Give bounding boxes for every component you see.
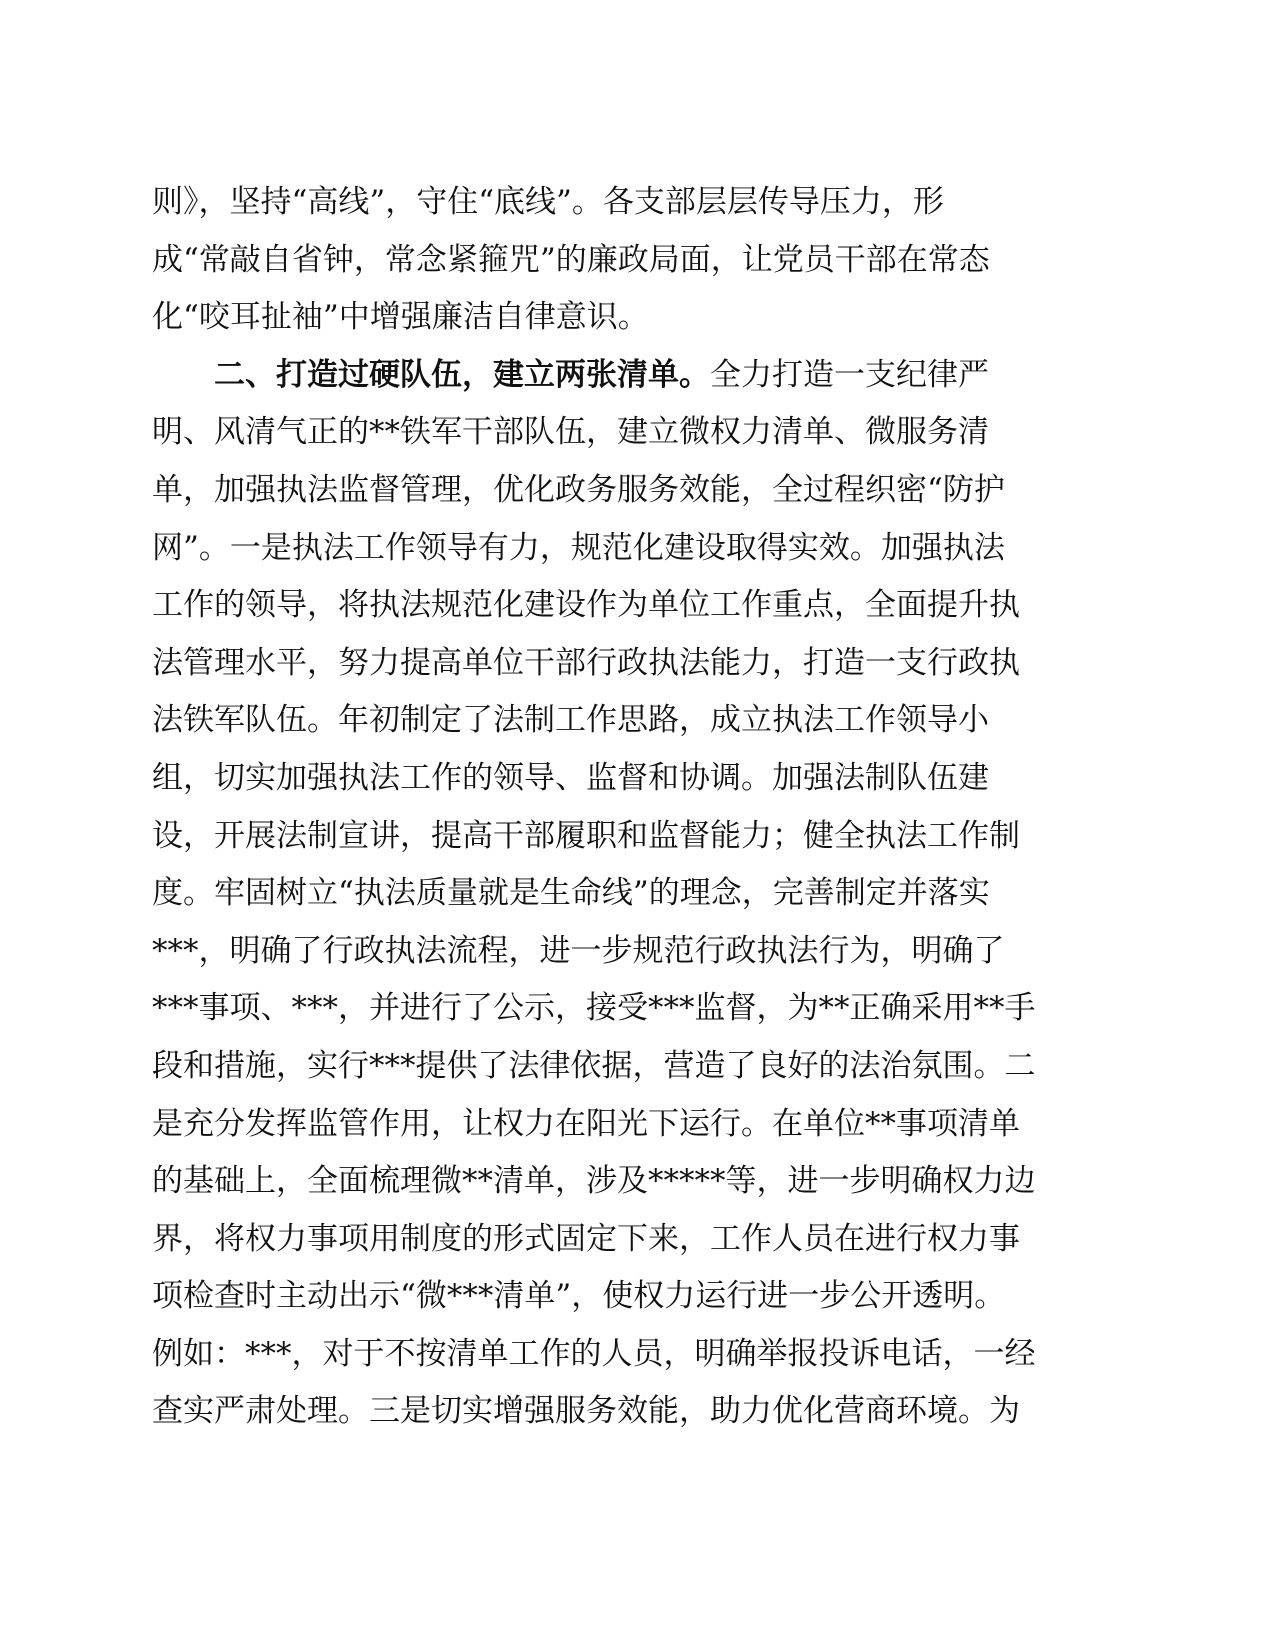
text-line: 例如：***，对于不按清单工作的人员，明确举报投诉电话，一经 <box>152 1335 1036 1372</box>
text-line: 设，开展法制宣讲，提高干部履职和监督能力；健全执法工作制 <box>152 817 1020 854</box>
text-line: 界，将权力事项用制度的形式固定下来，工作人员在进行权力事 <box>152 1220 1020 1257</box>
section-heading: 二、打造过硬队伍，建立两张清单。 <box>214 356 710 393</box>
text-line: 的基础上，全面梳理微**清单，涉及*****等，进一步明确权力边 <box>152 1163 1036 1200</box>
text-line: 网”。一是执法工作领导有力，规范化建设取得实效。加强执法 <box>152 529 1005 566</box>
text-line: 法铁军队伍。年初制定了法制工作思路，成立执法工作领导小 <box>152 702 989 739</box>
section-heading-continuation: 全力打造一支纪律严 <box>710 356 989 393</box>
text-line: 查实严肃处理。三是切实增强服务效能，助力优化营商环境。为 <box>152 1393 1020 1430</box>
text-line: 明、风清气正的**铁军干部队伍，建立微权力清单、微服务清 <box>152 414 989 451</box>
body-text <box>152 174 1112 1441</box>
text-line: ***，明确了行政执法流程，进一步规范行政执法行为，明确了 <box>152 932 1005 969</box>
section-heading-line <box>152 347 1112 405</box>
text-line: 化“咬耳扯袖”中增强廉洁自律意识。 <box>152 299 649 336</box>
text-line: 项检查时主动出示“微***清单”，使权力运行进一步公开透明。 <box>152 1278 1006 1315</box>
text-line: 工作的领导，将执法规范化建设作为单位工作重点，全面提升执 <box>152 587 1020 624</box>
text-line: 成“常敲自省钟，常念紧箍咒”的廉政局面，让党员干部在常态 <box>152 241 990 278</box>
text-line: 法管理水平，努力提高单位干部行政执法能力，打造一支行政执 <box>152 644 1020 681</box>
text-line: ***事项、***，并进行了公示，接受***监督，为**正确采用**手 <box>152 990 1036 1027</box>
text-line: 度。牢固树立“执法质量就是生命线”的理念，完善制定并落实 <box>152 875 990 912</box>
text-line: 段和措施，实行***提供了法律依据，营造了良好的法治氛围。二 <box>152 1047 1036 1084</box>
text-line: 组，切实加强执法工作的领导、监督和协调。加强法制队伍建 <box>152 759 989 796</box>
text-line: 是充分发挥监管作用，让权力在阳光下运行。在单位**事项清单 <box>152 1105 1020 1142</box>
text-line: 则》，坚持“高线”，守住“底线”。各支部层层传导压力，形 <box>152 184 944 220</box>
text-line: 单，加强执法监督管理，优化政务服务效能，全过程织密“防护 <box>152 471 1005 508</box>
